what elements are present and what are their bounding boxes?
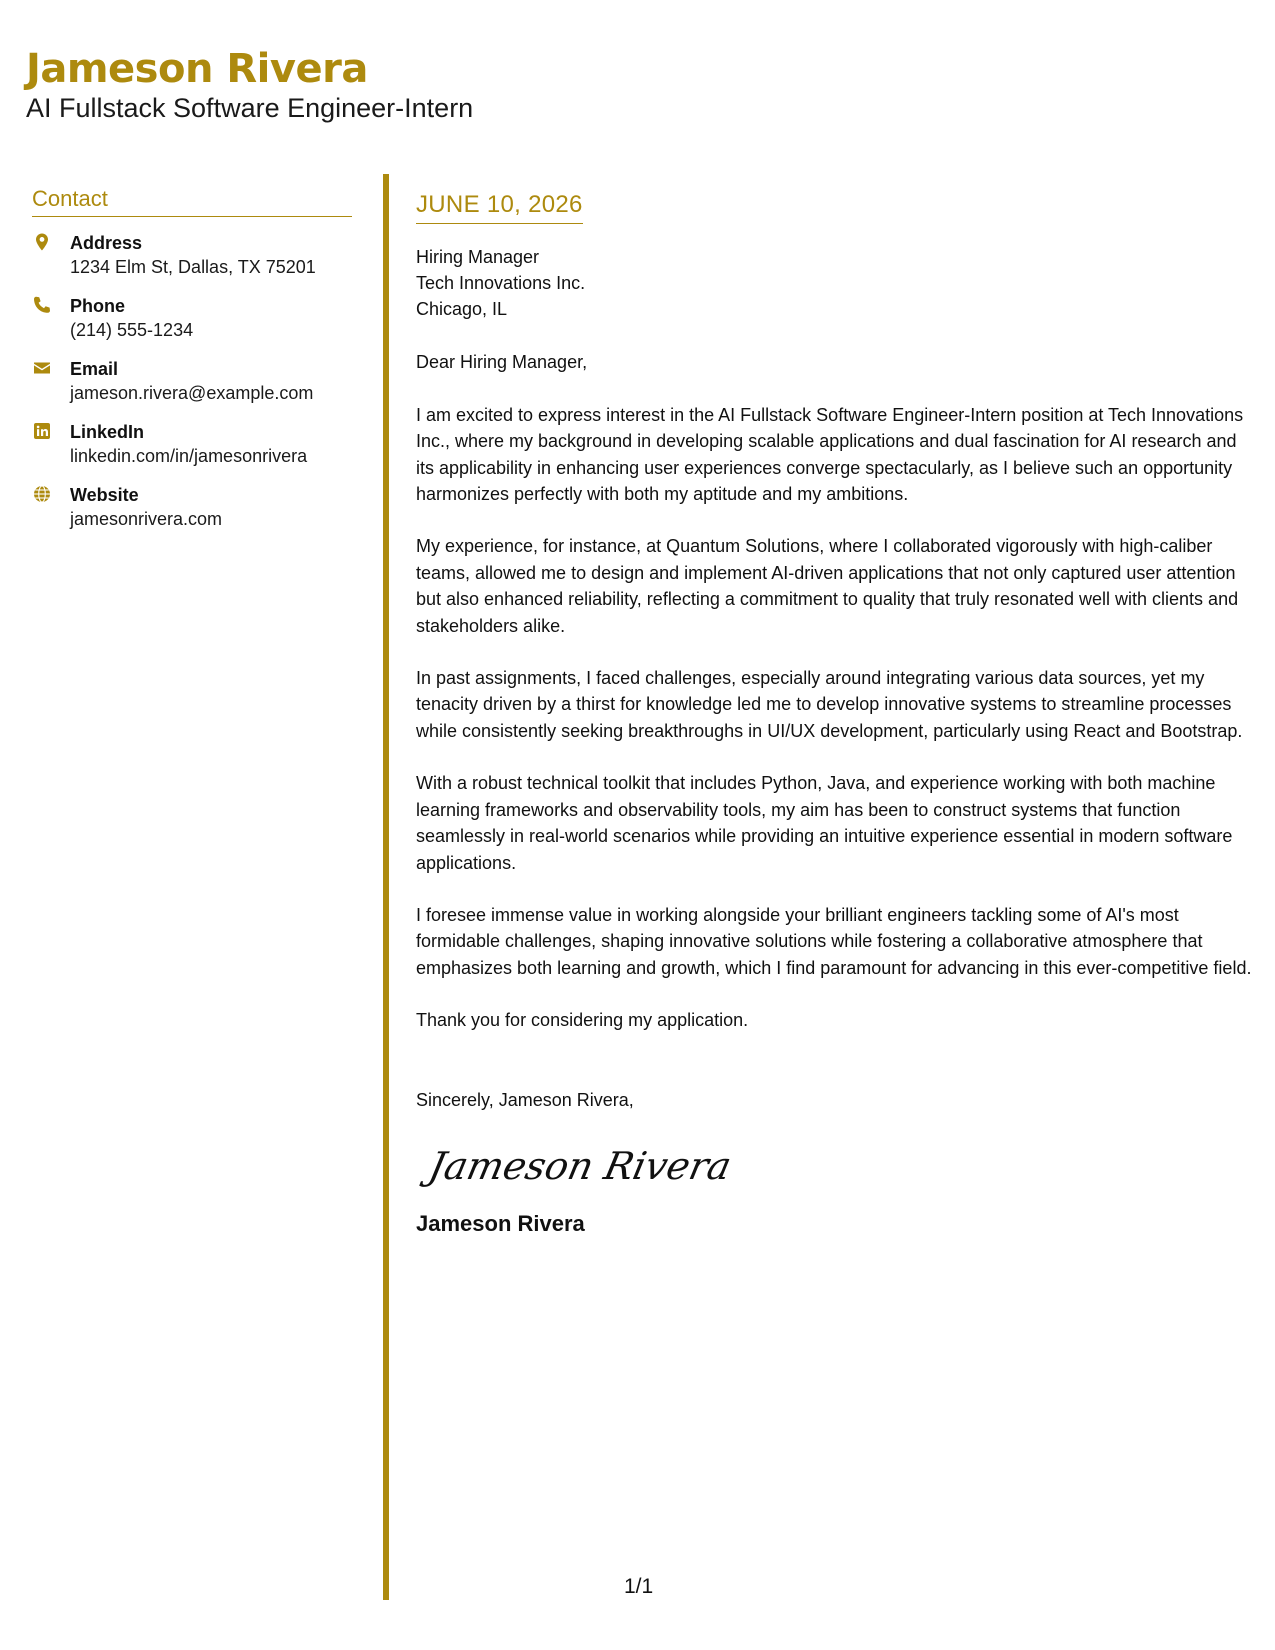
resume-header (26, 46, 473, 124)
contact-label: Website (70, 485, 139, 505)
contact-label: LinkedIn (70, 422, 145, 442)
recipient-block (416, 244, 1252, 322)
contact-sidebar (32, 186, 352, 546)
envelope-icon (32, 358, 52, 378)
signer-name: Jameson Rivera (416, 1210, 585, 1236)
contact-item-email (32, 357, 352, 405)
recipient-line: Hiring Manager (416, 247, 540, 268)
linkedin-icon (32, 421, 52, 441)
handwritten-signature (424, 1137, 1252, 1197)
letter-paragraph: My experience, for instance, at Quantum Solutions, where I collaborated vigorously with high-caliber teams, allowed me to design and implement AI-driven applications that not only captured user attention but also enhanced reliability, reflecting a commitment to quality that truly resonated well with clients and stakeholders alike. (416, 536, 1239, 636)
vertical-divider (383, 174, 389, 1600)
contact-section-title: Contact (32, 186, 352, 217)
contact-value: jameson.rivera@example.com (70, 383, 314, 403)
contact-value: linkedin.com/in/jamesonrivera (70, 446, 308, 466)
contact-item-website (32, 483, 352, 531)
letter-date: JUNE 10, 2026 (416, 192, 583, 224)
contact-label: Email (70, 359, 119, 379)
closing-line: Sincerely, Jameson Rivera, (416, 1089, 634, 1110)
letter-paragraph: In past assignments, I faced challenges, especially around integrating various data sources, yet my tenacity driven by a thirst for knowledge led me to develop innovative systems to streamline processes while consistently seeking breakthroughs in UI/UX development, particularly using React and Bootstrap. (416, 668, 1243, 741)
letter-paragraph: I am excited to express interest in the AI Fullstack Software Engineer-Intern position at Tech Innovations Inc., where my background in developing scalable applications and dual fascination for AI research and its applicability in enhancing user experiences converge spectacularly, as I believe such an opportunity harmonizes perfectly with both my aptitude and my ambitions. (416, 404, 1244, 505)
applicant-name: Jameson Rivera (26, 46, 368, 92)
contact-label: Phone (70, 296, 126, 316)
salutation: Dear Hiring Manager, (416, 352, 588, 373)
contact-value: jamesonrivera.com (70, 509, 223, 529)
contact-item-phone (32, 294, 352, 342)
page-number: 1/1 (624, 1575, 654, 1598)
letter-paragraph: I foresee immense value in working alongside your brilliant engineers tackling some of AI's most formidable challenges, shaping innovative solutions while fostering a collaborative atmosphere that emphasizes both learning and growth, which I find paramount for advancing in this ever-competitive field. (416, 904, 1252, 978)
applicant-role: AI Fullstack Software Engineer-Intern (26, 93, 474, 123)
contact-value: (214) 555-1234 (70, 320, 194, 340)
map-pin-icon (32, 232, 52, 252)
contact-item-address (32, 231, 352, 279)
svg-text:Jameson Rivera: Jameson Rivera (424, 1144, 736, 1189)
recipient-line: Chicago, IL (416, 299, 508, 320)
contact-value: 1234 Elm St, Dallas, TX 75201 (70, 257, 316, 277)
contact-item-linkedin (32, 420, 352, 468)
contact-label: Address (70, 233, 143, 253)
globe-icon (32, 484, 52, 504)
letter-paragraph: Thank you for considering my application. (416, 1010, 749, 1031)
recipient-line: Tech Innovations Inc. (416, 273, 586, 294)
cover-letter-body (416, 192, 1252, 1237)
letter-paragraph: With a robust technical toolkit that includes Python, Java, and experience working with both machine learning frameworks and observability tools, my aim has been to construct systems that function seamlessly in real-world scenarios while providing an intuitive experience essential in modern software applications. (416, 773, 1233, 873)
phone-icon (32, 295, 52, 315)
